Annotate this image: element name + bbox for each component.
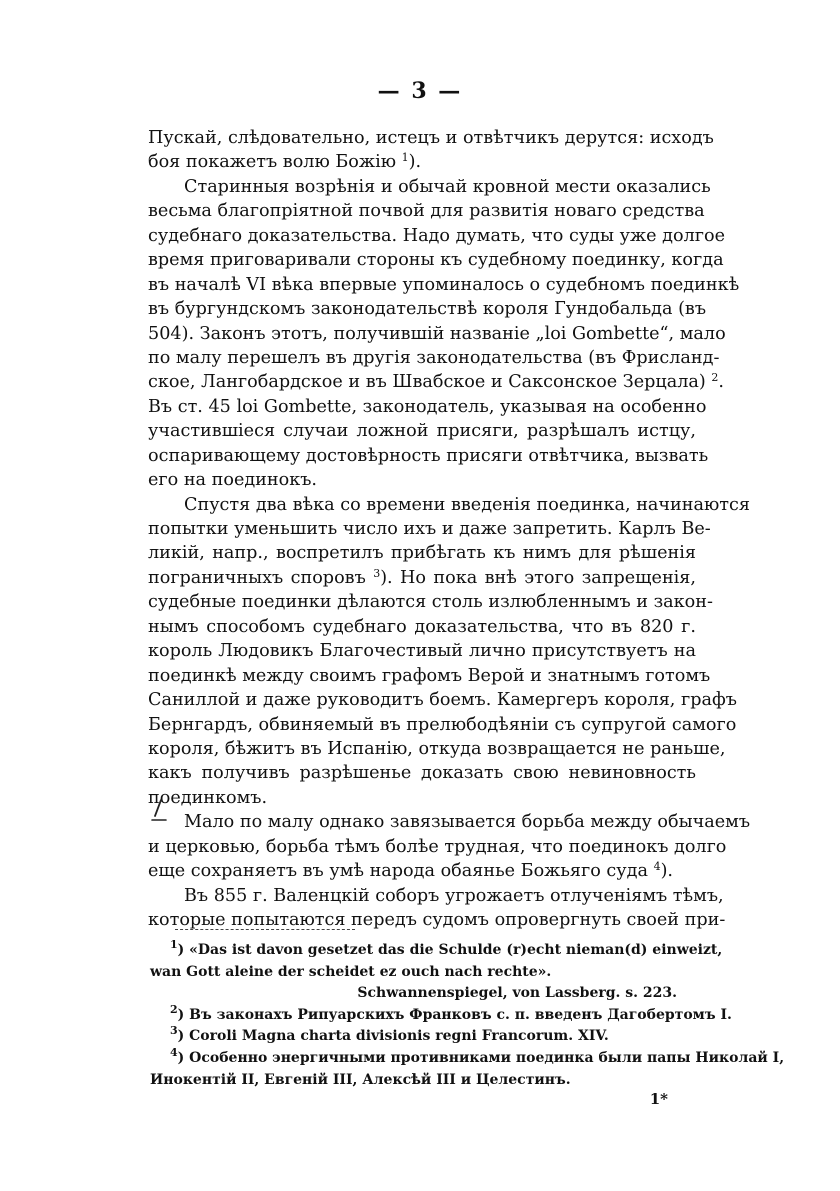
text-line: короля, бѣжитъ въ Испанію, откуда возвращается не раньше,	[148, 738, 726, 759]
text-line: Старинныя возрѣнія и обычай кровной мести оказались	[184, 176, 711, 197]
text-line: судебные поединки дѣлаются столь излюбленнымъ и закон-	[148, 592, 713, 613]
text-line: нымъ способомъ судебнаго доказательства, что въ 820 г.	[148, 616, 696, 637]
text-line: пограничныхъ споровъ $^3$). Но пока внѣ этого запрещенія,	[148, 566, 696, 588]
printer-signature-mark: 1*	[649, 1090, 668, 1108]
footnote-separator	[175, 929, 355, 930]
text-line: боя покажетъ волю Божію $^1$).	[148, 151, 422, 173]
main-text	[148, 126, 751, 932]
margin-pen-mark-icon	[148, 798, 168, 824]
text-line: въ бургундскомъ законодательствѣ короля Гундобальда (въ	[148, 299, 707, 320]
text-line: и церковью, борьба тѣмъ болѣе трудная, что поединокъ долго	[148, 836, 727, 857]
footnote-line: $^1$) «Das ist davon gesetzet das die Schulde (r)echt nieman(d) einweizt,	[170, 938, 723, 958]
text-line: оспаривающему достовѣрность присяги отвѣтчика, вызвать	[148, 445, 709, 466]
text-line: еще сохраняетъ въ умѣ народа обаянье Божьяго суда $^4$).	[148, 860, 674, 882]
text-line: его на поединокъ.	[148, 470, 318, 491]
text-line: поединкомъ.	[148, 787, 268, 808]
text-line: поединкѣ между своимъ графомъ Верой и знатнымъ готомъ	[148, 665, 711, 686]
text-line: Въ ст. 45 loi Gombette, законодатель, указывая на особенно	[148, 396, 707, 417]
footnote-ref: 2	[711, 371, 719, 385]
text-line: участившіеся случаи ложной присяги, разрѣшалъ истцу,	[148, 421, 696, 442]
text-line: Мало по малу однако завязывается борьба между обычаемъ	[184, 812, 751, 833]
text-line: 504). Законъ этотъ, получившій названіе „loi Gombette“, мало	[148, 323, 726, 344]
footnote-line: $^4$) Особенно энергичными противниками поединка были папы Николай I,	[170, 1045, 785, 1066]
text-line: ликій, напр., воспретилъ прибѣгать къ нимъ для рѣшенія	[148, 543, 696, 564]
text-line: Спустя два вѣка со времени введенія поединка, начинаются	[184, 494, 750, 515]
text-line: Бернгардъ, обвиняемый въ прелюбодѣяніи съ супругой самого	[148, 714, 737, 735]
footnote-line: $^2$) Въ законахъ Рипуарскихъ Франковъ с. п. введенъ Дагобертомъ I.	[170, 1002, 732, 1023]
text-line: попытки уменьшить число ихъ и даже запретить. Карлъ Ве-	[148, 519, 711, 539]
footnote-line: Schwannenspiegel, von Lassberg. s. 223.	[357, 985, 677, 1002]
footnote-line: wan Gott aleine der scheidet ez ouch nach rechte».	[150, 963, 552, 980]
text-line: судебнаго доказательства. Надо думать, что суды уже долгое	[148, 225, 725, 246]
text-line: время приговаривали стороны къ судебному поединку, когда	[148, 250, 724, 271]
text-line: Пускай, слѣдовательно, истецъ и отвѣтчикъ дерутся: исходъ	[148, 128, 714, 148]
text-line: весьма благопріятной почвой для развитія новаго средства	[148, 201, 705, 222]
text-line: которые попытаются передъ судомъ опровергнуть своей при-	[148, 910, 726, 930]
footnote-ref: 4	[653, 860, 661, 874]
text-line: ское, Лангобардское и въ Швабское и Саксонское Зерцала) $^2$.	[148, 371, 724, 393]
footnote-ref: 3	[373, 566, 381, 580]
footnote-line: $^3$) Coroli Magna charta divisionis regni Francorum. XIV.	[170, 1024, 609, 1045]
text-line: какъ получивъ разрѣшенье доказать свою невиновность	[148, 763, 696, 784]
text-line: Въ 855 г. Валенцкій соборъ угрожаетъ отлученіямъ тѣмъ,	[184, 885, 724, 906]
text-line: по малу перешелъ въ другія законодательства (въ Фрисланд-	[148, 347, 720, 368]
text-line: въ началѣ VI вѣка впервые упоминалось о судебномъ поединкѣ	[148, 274, 740, 295]
footnote-ref: 1	[401, 151, 409, 165]
page-number: — 3 —	[377, 78, 463, 104]
text-line: король Людовикъ Благочестивый лично присутствуетъ на	[148, 641, 696, 662]
text-line: Саниллой и даже руководитъ боемъ. Камергеръ короля, графъ	[148, 690, 737, 711]
footnote-line: Инокентій II, Евгеній III, Алексѣй III и Целестинъ.	[150, 1071, 571, 1088]
footnotes	[150, 938, 785, 1091]
